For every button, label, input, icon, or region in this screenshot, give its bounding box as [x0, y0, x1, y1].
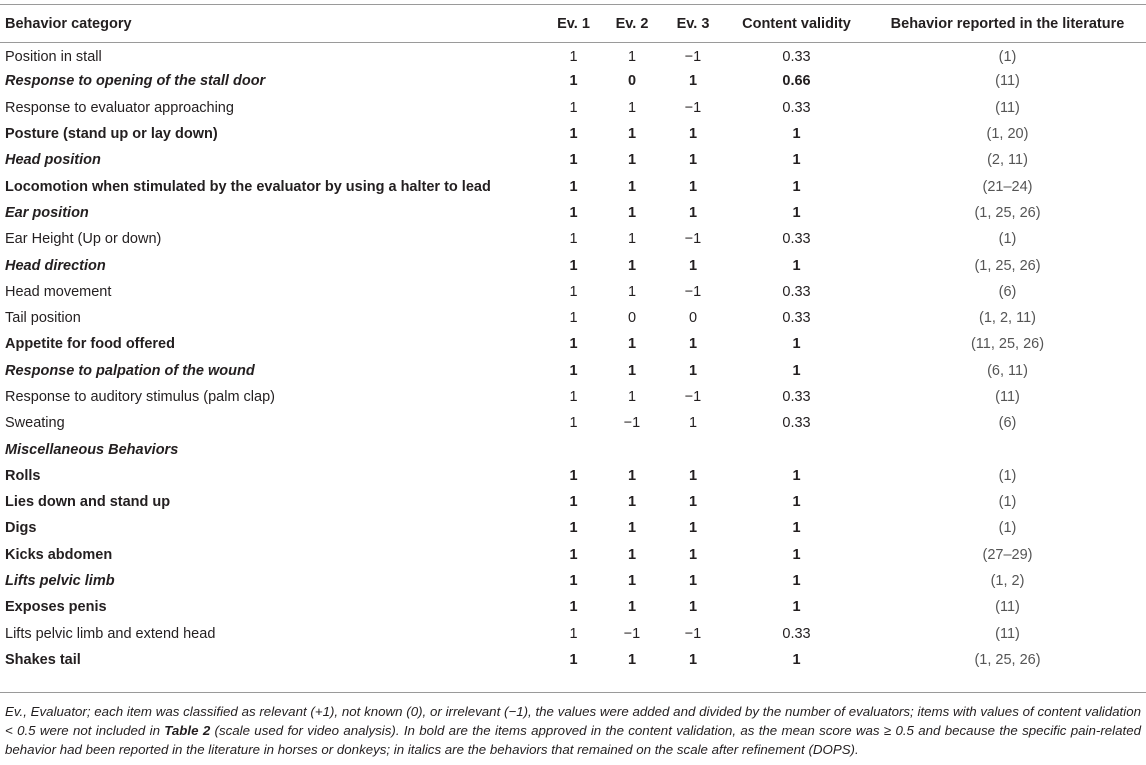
behavior-category-cell: Head movement — [5, 283, 112, 300]
table-row — [0, 68, 1146, 94]
behavior-category-cell: Digs — [5, 520, 37, 537]
ev3-cell: 1 — [688, 178, 698, 195]
ev3-cell: 1 — [688, 415, 698, 432]
table-row — [0, 515, 1146, 541]
content-validity-cell: 1 — [792, 336, 801, 353]
column-header: Ev. 2 — [615, 15, 649, 32]
content-validity-cell: 1 — [792, 546, 801, 563]
caption-text: Ev., Evaluator; each item was classified as relevant (+1), not known (0), or irrelevant (−1), the values were added and divided by the number of evaluators; items with values of content validation < 0.5 were not included in — [5, 704, 1141, 738]
ev3-cell: 0 — [688, 310, 698, 327]
ev2-cell: 1 — [627, 362, 637, 379]
behavior-category-cell: Exposes penis — [5, 599, 107, 616]
table-row — [0, 489, 1146, 515]
content-validity-cell — [724, 436, 869, 462]
table-row — [0, 252, 1146, 278]
literature-reference-cell: (1, 25, 26) — [974, 651, 1041, 668]
behavior-category-cell: Head direction — [5, 257, 106, 274]
ev1-cell: 1 — [569, 126, 578, 143]
content-validity-cell: 0.33 — [782, 99, 811, 116]
literature-reference-cell: (1) — [998, 467, 1017, 484]
ev3-cell: 1 — [688, 126, 698, 143]
table-row — [0, 647, 1146, 673]
content-validity-cell: 0.66 — [782, 73, 811, 90]
behavior-category-cell: Response to auditory stimulus (palm clap) — [5, 389, 275, 405]
ev2-cell: 0 — [627, 73, 637, 90]
ev2-cell: 1 — [627, 389, 637, 405]
ev1-cell: 1 — [569, 389, 578, 405]
table-body — [0, 42, 1146, 673]
content-validity-cell: 1 — [792, 152, 801, 169]
content-validity-cell: 0.33 — [782, 310, 811, 327]
ev1-cell: 1 — [569, 231, 578, 248]
ev1-cell: 1 — [569, 336, 578, 353]
literature-reference-cell: (11, 25, 26) — [970, 336, 1045, 353]
behavior-category-cell: Appetite for food offered — [5, 336, 175, 353]
ev2-cell: 1 — [627, 467, 637, 484]
ev3-cell: 1 — [688, 599, 698, 616]
content-validity-cell: 1 — [792, 520, 801, 537]
ev3-cell: 1 — [688, 336, 698, 353]
behavior-category-cell: Posture (stand up or lay down) — [5, 126, 218, 143]
literature-reference-cell: (6) — [998, 415, 1017, 432]
content-validity-cell: 0.33 — [782, 625, 811, 642]
ev2-cell: 1 — [627, 599, 637, 616]
ev2-cell: 1 — [627, 546, 637, 563]
table-row — [0, 594, 1146, 620]
table-row — [0, 358, 1146, 384]
ev3-cell: 1 — [688, 152, 698, 169]
ev3-cell: 1 — [688, 573, 698, 590]
behavior-category-cell: Lifts pelvic limb and extend head — [5, 625, 216, 642]
behavior-category-cell: Response to palpation of the wound — [5, 362, 255, 379]
ev2-cell: 1 — [627, 257, 637, 274]
table-row — [0, 279, 1146, 305]
ev1-cell: 1 — [569, 49, 578, 66]
ev1-cell: 1 — [569, 467, 578, 484]
table-row — [0, 121, 1146, 147]
ev2-cell: 1 — [627, 520, 637, 537]
ev2-cell: 1 — [627, 336, 637, 353]
ev1-cell: 1 — [569, 651, 578, 668]
ev1-cell: 1 — [569, 520, 578, 537]
ev3-cell: 1 — [688, 362, 698, 379]
ev3-cell: 1 — [688, 204, 698, 221]
ev3-cell: −1 — [684, 625, 702, 642]
behavior-category-cell: Lifts pelvic limb — [5, 573, 115, 590]
literature-reference-cell: (27–29) — [982, 546, 1033, 563]
ev1-cell: 1 — [569, 73, 578, 90]
ev2-cell: 1 — [627, 49, 637, 66]
table-row — [0, 95, 1146, 121]
ev1-cell: 1 — [569, 625, 578, 642]
content-validity-cell: 0.33 — [782, 283, 811, 300]
literature-reference-cell: (6) — [998, 283, 1017, 300]
content-validity-cell: 1 — [792, 651, 801, 668]
behavior-category-cell: Kicks abdomen — [5, 546, 113, 563]
ev3-cell: 1 — [688, 467, 698, 484]
literature-reference-cell: (1, 25, 26) — [974, 257, 1041, 274]
ev1-cell: 1 — [569, 152, 578, 169]
ev1-cell — [545, 436, 602, 462]
behavior-table — [0, 5, 1146, 673]
ev2-cell: 0 — [627, 310, 637, 327]
ev2-cell: 1 — [627, 126, 637, 143]
literature-reference-cell: (11) — [995, 99, 1020, 116]
table-row — [0, 621, 1146, 647]
ev3-cell — [662, 436, 724, 462]
ev2-cell: 1 — [627, 573, 637, 590]
content-validity-cell: 1 — [792, 573, 801, 590]
table-row — [0, 436, 1146, 462]
literature-reference-cell: (11) — [995, 389, 1020, 405]
column-header: Behavior category — [5, 15, 132, 32]
ev2-cell: 1 — [627, 651, 637, 668]
behavior-category-cell: Lies down and stand up — [5, 494, 171, 511]
table-row — [0, 200, 1146, 226]
ev2-cell: 1 — [627, 152, 637, 169]
ev1-cell: 1 — [569, 415, 578, 432]
content-validity-cell: 1 — [792, 204, 801, 221]
behavior-category-cell: Head position — [5, 152, 101, 169]
behavior-category-cell: Locomotion when stimulated by the evaluator by using a halter to lead — [5, 178, 491, 195]
literature-reference-cell: (2, 11) — [987, 152, 1028, 169]
literature-reference-cell: (1) — [998, 494, 1017, 511]
ev2-cell: −1 — [623, 415, 641, 432]
behavior-category-cell: Ear position — [5, 204, 89, 221]
table-row — [0, 42, 1146, 68]
table-row — [0, 305, 1146, 331]
ev2-cell: 1 — [627, 494, 637, 511]
ev3-cell: 1 — [688, 651, 698, 668]
ev3-cell: −1 — [684, 231, 702, 248]
literature-reference-cell — [869, 436, 1146, 462]
literature-reference-cell: (1, 25, 26) — [974, 204, 1041, 221]
ev1-cell: 1 — [569, 204, 578, 221]
behavior-category-cell: Miscellaneous Behaviors — [5, 441, 179, 458]
literature-reference-cell: (11) — [995, 625, 1020, 642]
ev2-cell: 1 — [627, 204, 637, 221]
ev1-cell: 1 — [569, 573, 578, 590]
column-header: Behavior reported in the literature — [890, 15, 1125, 32]
ev3-cell: 1 — [688, 520, 698, 537]
content-validity-cell: 1 — [792, 257, 801, 274]
ev2-cell: 1 — [627, 178, 637, 195]
ev2-cell: 1 — [627, 231, 637, 248]
behavior-category-cell: Response to opening of the stall door — [5, 73, 266, 90]
ev2-cell — [602, 436, 662, 462]
content-validity-cell: 0.33 — [782, 231, 811, 248]
ev2-cell: −1 — [623, 625, 641, 642]
ev3-cell: −1 — [684, 389, 702, 405]
table-row — [0, 384, 1146, 410]
ev1-cell: 1 — [569, 283, 578, 300]
ev3-cell: 1 — [688, 257, 698, 274]
ev1-cell: 1 — [569, 362, 578, 379]
ev3-cell: 1 — [688, 73, 698, 90]
literature-reference-cell: (1, 2, 11) — [979, 310, 1036, 327]
content-validity-cell: 1 — [792, 494, 801, 511]
ev2-cell: 1 — [627, 283, 637, 300]
table-row — [0, 147, 1146, 173]
bottom-rule — [0, 692, 1146, 693]
content-validity-cell: 1 — [792, 362, 801, 379]
behavior-category-cell: Sweating — [5, 415, 65, 432]
ev1-cell: 1 — [569, 546, 578, 563]
ev1-cell: 1 — [569, 494, 578, 511]
behavior-category-cell: Ear Height (Up or down) — [5, 231, 162, 248]
table-header-row — [0, 5, 1146, 42]
content-validity-cell: 1 — [792, 126, 801, 143]
ev3-cell: 1 — [688, 494, 698, 511]
ev1-cell: 1 — [569, 599, 578, 616]
literature-reference-cell: (1) — [998, 520, 1017, 537]
ev1-cell: 1 — [569, 257, 578, 274]
content-validity-cell: 1 — [792, 178, 801, 195]
table-row — [0, 226, 1146, 252]
behavior-category-cell: Shakes tail — [5, 651, 81, 668]
literature-reference-cell: (1, 2) — [990, 573, 1025, 590]
literature-reference-cell: (1) — [998, 49, 1017, 66]
table-caption — [5, 702, 1141, 759]
content-validity-cell: 1 — [792, 467, 801, 484]
behavior-category-cell: Rolls — [5, 467, 41, 484]
content-validity-cell: 0.33 — [782, 49, 811, 66]
column-header: Ev. 1 — [557, 15, 590, 32]
table-2-reference: Table 2 — [164, 723, 211, 738]
literature-reference-cell: (21–24) — [982, 178, 1033, 195]
behavior-category-cell: Response to evaluator approaching — [5, 99, 234, 116]
ev3-cell: −1 — [684, 49, 702, 66]
column-header: Ev. 3 — [676, 15, 710, 32]
ev1-cell: 1 — [569, 178, 578, 195]
ev3-cell: 1 — [688, 546, 698, 563]
column-header: Content validity — [742, 15, 851, 32]
ev1-cell: 1 — [569, 99, 578, 116]
behavior-category-cell: Position in stall — [5, 49, 102, 66]
literature-reference-cell: (1) — [998, 231, 1017, 248]
ev1-cell: 1 — [569, 310, 578, 327]
table-row — [0, 410, 1146, 436]
literature-reference-cell: (11) — [995, 73, 1020, 90]
literature-reference-cell: (11) — [995, 599, 1020, 616]
behavior-category-cell: Tail position — [5, 310, 81, 327]
table-row — [0, 463, 1146, 489]
ev3-cell: −1 — [684, 99, 702, 116]
content-validity-cell: 1 — [792, 599, 801, 616]
ev2-cell: 1 — [627, 99, 637, 116]
content-validity-cell: 0.33 — [782, 415, 811, 432]
literature-reference-cell: (1, 20) — [986, 126, 1029, 143]
literature-reference-cell: (6, 11) — [987, 362, 1028, 379]
ev3-cell: −1 — [684, 283, 702, 300]
content-validity-cell: 0.33 — [782, 389, 811, 405]
table-row — [0, 542, 1146, 568]
caption-text-continued: (scale used for video analysis). In bold are the items approved in the content validation, as the mean score was ≥ 0.5 and because the specific pain-related behavior had been reported in the literature in horses or donkeys; in italics are the behaviors that remained on the scale after refinement (DOPS). — [5, 723, 1141, 757]
table-row — [0, 173, 1146, 199]
table-row — [0, 568, 1146, 594]
table-row — [0, 331, 1146, 357]
